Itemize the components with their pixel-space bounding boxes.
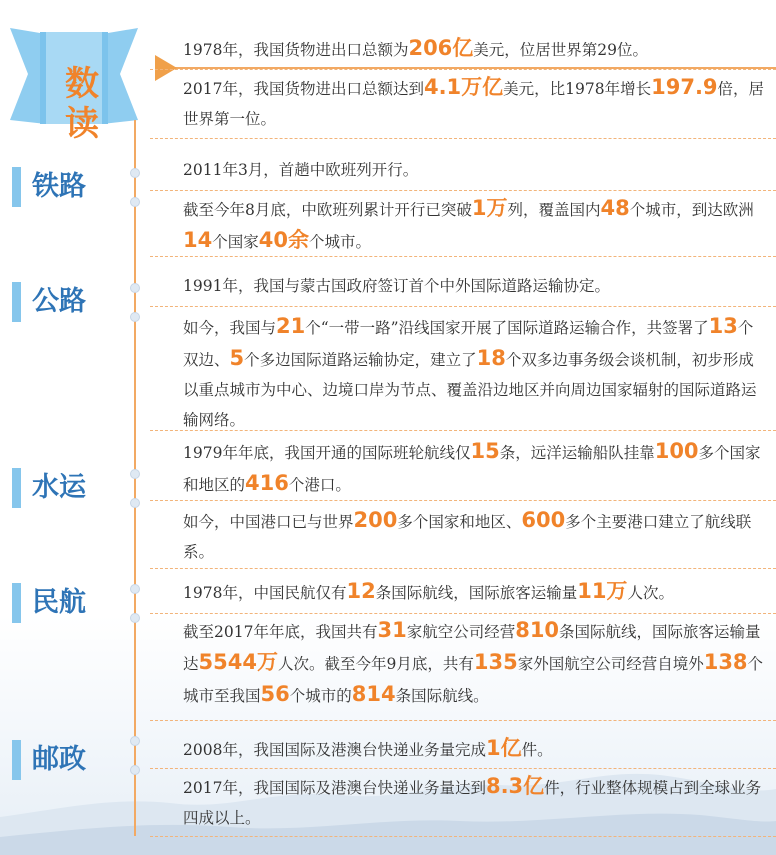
entry-text: 个城市，到达欧洲	[629, 201, 754, 219]
entry-text: 条国际航线，国际旅客运输量达	[183, 623, 761, 673]
entry-trade-1978	[183, 33, 768, 65]
timeline-dot	[130, 498, 140, 508]
entry-separator	[150, 568, 776, 569]
highlight-number: 8.3亿	[485, 774, 545, 798]
page-title: 数读	[65, 64, 99, 144]
entry-text: 截至2017年年底，我国共有	[183, 623, 378, 641]
highlight-number: 810	[515, 618, 560, 642]
entry-text: 如今，我国与	[183, 319, 277, 337]
category-bar	[12, 740, 21, 780]
entry-text: 条，远洋运输船队挂靠	[499, 444, 655, 462]
entry-text: 人次。截至今年9月底，共有	[277, 655, 474, 673]
highlight-number: 138	[703, 650, 748, 674]
entry-text: 截至今年8月底，中欧班列累计开行已突破	[183, 201, 472, 219]
entry-text: 个城市的	[289, 687, 352, 705]
category-bar	[12, 468, 21, 508]
title-banner	[10, 28, 138, 144]
highlight-number: 100	[654, 439, 699, 463]
timeline-dot	[130, 469, 140, 479]
entry-text: 个城市。	[308, 233, 371, 251]
entry-text: 个城市至我国	[183, 655, 764, 705]
highlight-number: 1亿	[485, 736, 522, 760]
entry-text: 个双边、	[183, 319, 754, 369]
highlight-number: 5	[229, 346, 245, 370]
highlight-number: 135	[473, 650, 518, 674]
highlight-number: 197.9	[651, 75, 718, 99]
entry-separator	[150, 190, 776, 191]
highlight-number: 5544万	[198, 650, 278, 674]
highlight-number: 31	[377, 618, 407, 642]
entry-text: 1978年，我国货物进出口总额为	[183, 41, 409, 59]
entry-post-2008	[183, 733, 768, 765]
timeline-dot	[130, 613, 140, 623]
highlight-number: 15	[470, 439, 500, 463]
highlight-number: 56	[260, 682, 290, 706]
category-bar	[12, 167, 21, 207]
entry-text: 列，覆盖国内	[507, 201, 601, 219]
highlight-number: 206亿	[408, 36, 474, 60]
entry-road-1991	[183, 271, 768, 301]
entry-separator	[150, 768, 776, 769]
entry-rail-2011	[183, 155, 768, 185]
entry-separator	[150, 306, 776, 307]
highlight-number: 600	[521, 508, 566, 532]
category-label: 民航	[32, 587, 86, 618]
entry-text: 多个主要港口建立了航线联系。	[183, 513, 752, 561]
entry-text: 美元，比1978年增长	[503, 80, 652, 98]
entry-text: 个港口。	[288, 476, 351, 494]
entry-text: 2011年3月，首趟中欧班列开行。	[183, 161, 419, 179]
timeline-dot	[130, 168, 140, 178]
highlight-number: 200	[353, 508, 398, 532]
highlight-number: 40余	[258, 228, 309, 252]
category-bar	[12, 583, 21, 623]
entry-water-now	[183, 505, 768, 567]
entry-text: 条国际航线，国际旅客运输量	[375, 584, 578, 602]
highlight-number: 416	[245, 471, 289, 495]
entry-text: 1991年，我国与蒙古国政府签订首个中外国际道路运输协定。	[183, 277, 610, 295]
entry-text: 个双多边事务级会谈机制，初步形成以重点城市为中心、边境口岸为节点、覆盖沿边地区并向周边国家辐射的国际道路运输网络。	[183, 351, 757, 429]
highlight-number: 48	[600, 196, 630, 220]
entry-text: 2008年，我国国际及港澳台快递业务量完成	[183, 741, 486, 759]
timeline-dot	[130, 584, 140, 594]
entry-text: 如今，中国港口已与世界	[183, 513, 354, 531]
entry-air-2017	[183, 615, 768, 711]
entry-separator	[150, 613, 776, 614]
highlight-number: 814	[351, 682, 396, 706]
timeline-dot	[130, 312, 140, 322]
entry-text: 美元，位居世界第29位。	[473, 41, 649, 59]
category-label: 水运	[32, 472, 86, 503]
highlight-number: 11万	[577, 579, 628, 603]
highlight-number: 14	[183, 228, 213, 252]
entry-text: 家外国航空公司经营自境外	[517, 655, 704, 673]
highlight-number: 12	[346, 579, 376, 603]
entry-separator	[150, 720, 776, 721]
entry-separator	[150, 138, 776, 139]
entry-text: 1979年年底，我国开通的国际班轮航线仅	[183, 444, 471, 462]
entry-text: 件。	[521, 741, 553, 759]
highlight-number: 1万	[471, 196, 508, 220]
category-label: 铁路	[32, 171, 86, 202]
entry-text: 家航空公司经营	[406, 623, 516, 641]
timeline-dot	[130, 197, 140, 207]
entry-post-2017	[183, 771, 768, 833]
timeline-dot	[130, 283, 140, 293]
entry-text: 多个国家和地区的	[183, 444, 761, 494]
entry-text: 件，行业整体规模占到全球业务四成以上。	[183, 779, 762, 827]
highlight-number: 21	[276, 314, 306, 338]
entry-text: 个多边国际道路运输协定，建立了	[244, 351, 477, 369]
entry-text: 条国际航线。	[395, 687, 489, 705]
category-label: 邮政	[32, 744, 86, 775]
entry-text: 多个国家和地区、	[397, 513, 522, 531]
entry-water-1979	[183, 436, 768, 500]
entry-text: 人次。	[627, 584, 674, 602]
entry-road-now	[183, 311, 768, 435]
entry-text: 1978年，中国民航仅有	[183, 584, 347, 602]
entry-trade-2017	[183, 72, 768, 134]
timeline-dot	[130, 765, 140, 775]
entry-separator	[150, 69, 776, 70]
entry-separator	[150, 836, 776, 837]
entry-text: 2017年，我国货物进出口总额达到	[183, 80, 424, 98]
entry-text: 个国家	[212, 233, 259, 251]
timeline-dot	[130, 736, 140, 746]
entry-rail-now	[183, 193, 768, 257]
entry-text: 倍，居世界第一位。	[183, 80, 765, 128]
entry-separator	[150, 500, 776, 501]
highlight-number: 18	[476, 346, 506, 370]
highlight-number: 13	[708, 314, 738, 338]
category-bar	[12, 282, 21, 322]
entry-text: 2017年，我国国际及港澳台快递业务量达到	[183, 779, 486, 797]
category-label: 公路	[32, 286, 86, 317]
entry-air-1978	[183, 576, 768, 608]
highlight-number: 4.1万亿	[423, 75, 504, 99]
timeline-arrow-icon	[155, 55, 177, 81]
entry-text: 个“一带一路”沿线国家开展了国际道路运输合作，共签署了	[305, 319, 709, 337]
